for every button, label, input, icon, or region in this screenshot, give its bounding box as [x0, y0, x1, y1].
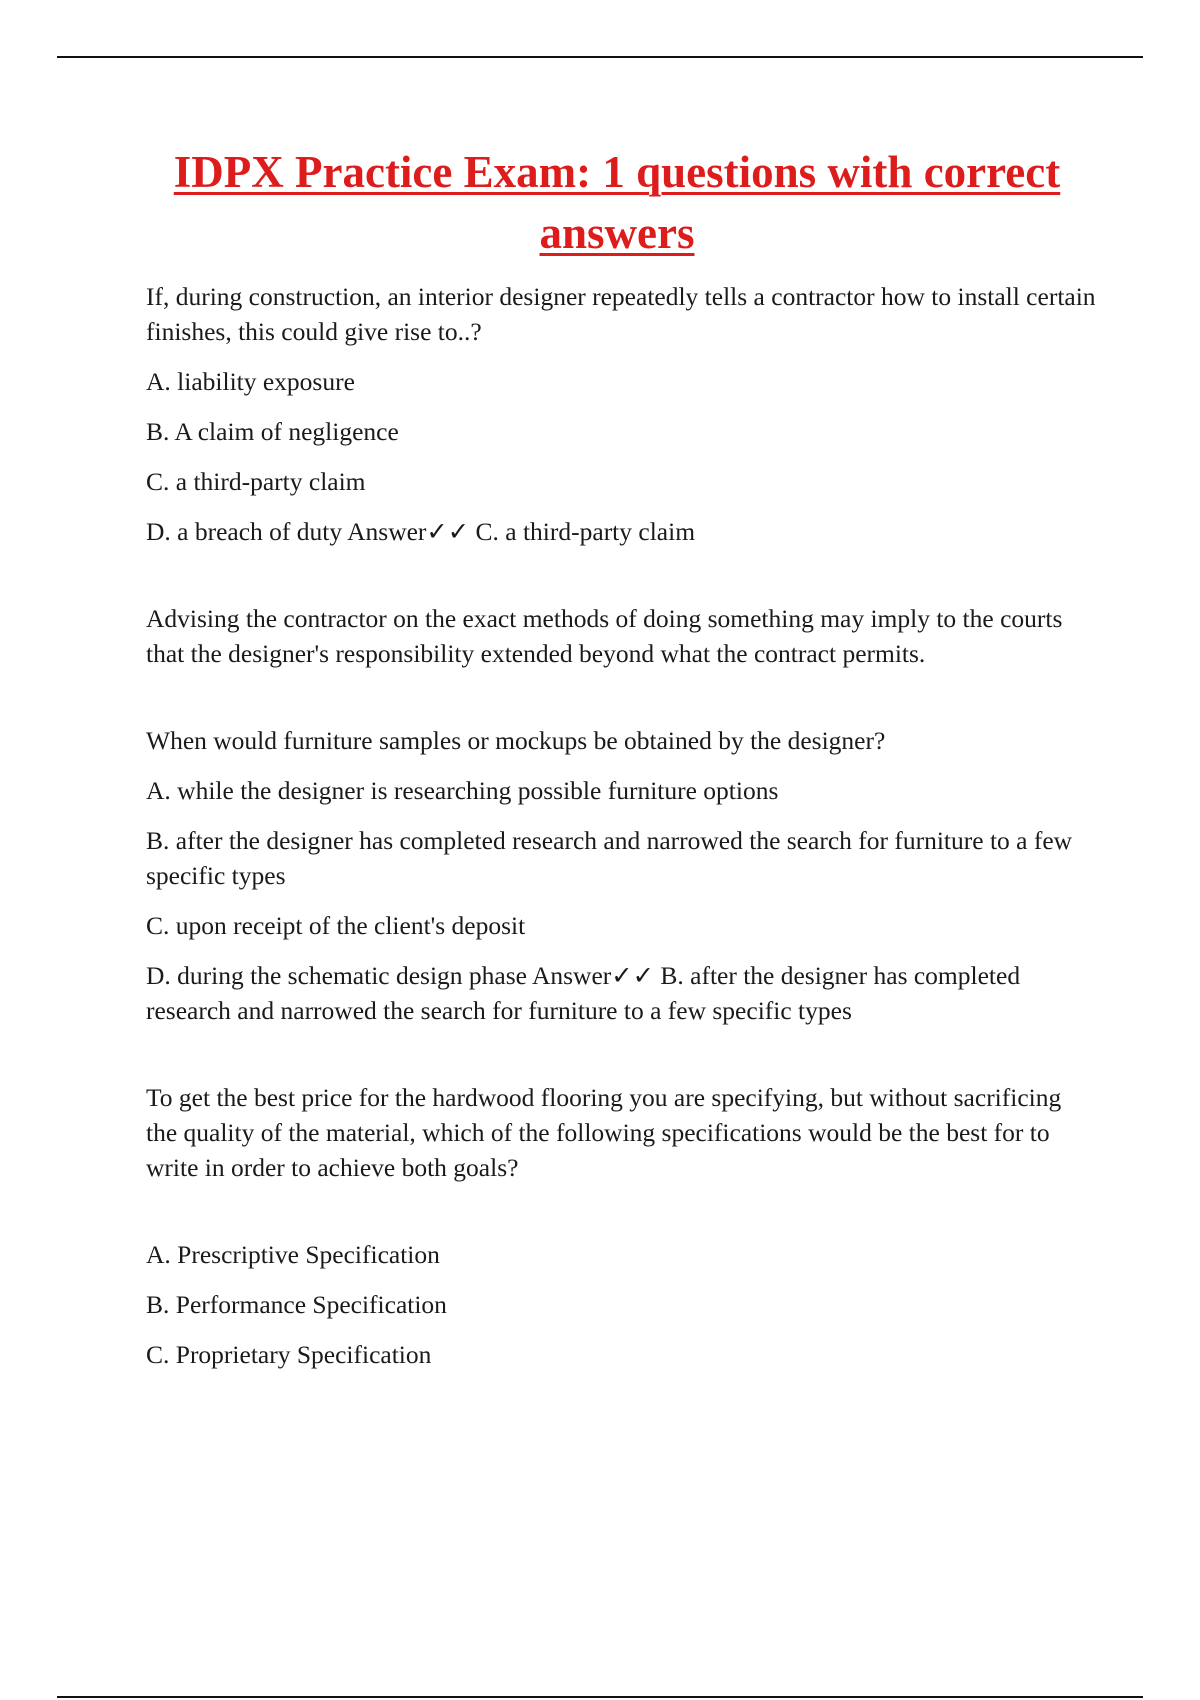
question-3-prompt: To get the best price for the hardwood flooring you are specifying, but without sacrificing the quality of the material, which of the following specifications would be the best for to write in order to achieve both goals?	[146, 1083, 1062, 1182]
question-1-option-d-answer: D. a breach of duty Answer✓✓ C. a third-party claim	[146, 517, 696, 546]
question-3-option-b: B. Performance Specification	[146, 1290, 447, 1319]
question-2-option-b: B. after the designer has completed research and narrowed the search for furniture to a few specific types	[146, 826, 1073, 890]
question-1-explanation: Advising the contractor on the exact methods of doing something may imply to the courts that the designer's responsibility extended beyond what the contract permits.	[146, 604, 1063, 668]
question-1-prompt: If, during construction, an interior designer repeatedly tells a contractor how to install certain finishes, this could give rise to..?	[146, 282, 1096, 346]
bottom-rule	[57, 1696, 1143, 1698]
question-2-option-a: A. while the designer is researching possible furniture options	[146, 776, 779, 805]
question-3-option-c: C. Proprietary Specification	[146, 1340, 432, 1369]
question-2-option-c: C. upon receipt of the client's deposit	[146, 911, 526, 940]
question-2-option-d-answer: D. during the schematic design phase Answer✓✓ B. after the designer has completed research and narrowed the search for furniture to a few specific types	[146, 961, 1021, 1025]
document-body	[146, 279, 1096, 1387]
question-1-option-c: C. a third-party claim	[146, 467, 366, 496]
question-2-prompt: When would furniture samples or mockups be obtained by the designer?	[146, 726, 886, 755]
top-rule	[57, 56, 1143, 58]
document-title: IDPX Practice Exam: 1 questions with correct answers	[173, 147, 1061, 258]
question-1-option-a: A. liability exposure	[146, 367, 355, 396]
question-3-option-a: A. Prescriptive Specification	[146, 1240, 440, 1269]
question-1-option-b: B. A claim of negligence	[146, 417, 399, 446]
